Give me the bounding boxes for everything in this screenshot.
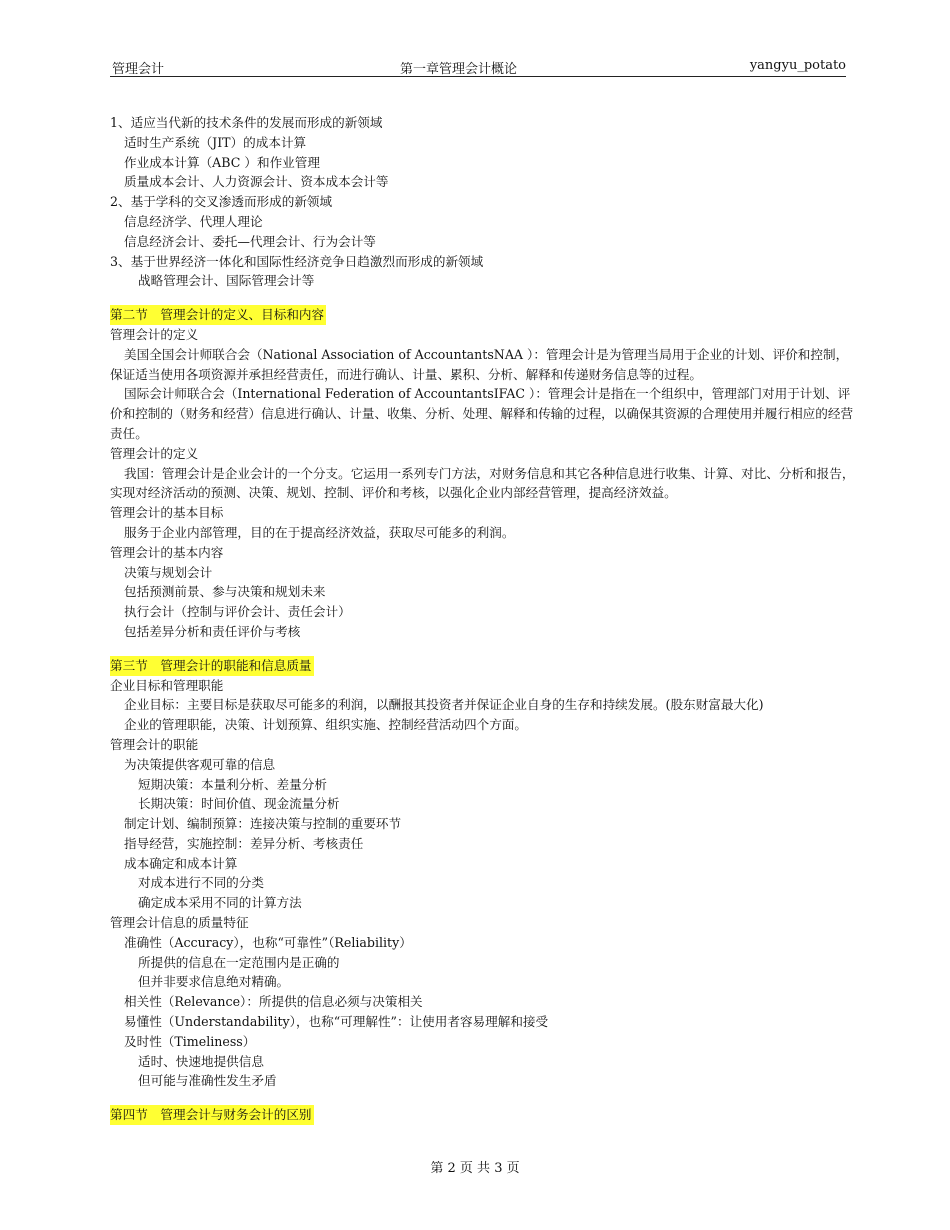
list-item: 确定成本采用不同的计算方法 <box>138 895 302 911</box>
header-right: yangyu_potato <box>749 58 846 73</box>
list-item: 包括差异分析和责任评价与考核 <box>124 623 301 639</box>
list-item: 但并非要求信息绝对精确。 <box>138 974 290 990</box>
list-item: 作业成本计算（ABC ）和作业管理 <box>124 154 320 170</box>
page-footer: 第 2 页 共 3 页 <box>430 1161 520 1176</box>
list-item: 适时生产系统（JIT）的成本计算 <box>124 134 307 150</box>
subheading: 管理会计的基本内容 <box>110 544 224 560</box>
header-center: 第一章管理会计概论 <box>400 62 518 77</box>
subheading: 管理会计的职能 <box>110 736 199 752</box>
paragraph: 国际会计师联合会（International Federation of AccountantsIFAC ）：管理会计是指在一个组织中，管理部门对用于计划、评价和控制的（财务和经营）信息进行确认、计量、收集、分析、处理、解释和传输的过程，以确保其资源的合理使用并履行相应的经营责任。 <box>110 386 854 441</box>
list-item: 执行会计（控制与评价会计、责任会计） <box>124 604 351 620</box>
subheading: 管理会计的基本目标 <box>110 505 224 521</box>
list-item: 服务于企业内部管理，目的在于提高经济效益，获取尽可能多的利润。 <box>124 524 515 540</box>
list-item: 制定计划、编制预算：连接决策与控制的重要环节 <box>124 816 402 832</box>
header-left: 管理会计 <box>112 62 165 77</box>
list-item: 1、适应当代新的技术条件的发展而形成的新领域 <box>110 115 383 130</box>
document-body <box>110 113 855 1125</box>
list-item: 企业目标：主要目标是获取尽可能多的利润，以酬报其投资者并保证企业自身的生存和持续发展。(股东财富最大化) <box>124 697 764 713</box>
list-item: 长期决策：时间价值、现金流量分析 <box>138 796 340 812</box>
list-item: 2、基于学科的交叉渗透而形成的新领域 <box>110 194 333 210</box>
list-item: 相关性（Relevance）：所提供的信息必须与决策相关 <box>124 994 423 1010</box>
list-item: 及时性（Timeliness） <box>124 1033 256 1049</box>
section-heading: 第三节 管理会计的职能和信息质量 <box>110 656 314 676</box>
list-item: 战略管理会计、国际管理会计等 <box>138 273 315 289</box>
list-item: 易懂性（Understandability），也称“可理解性”：让使用者容易理解和接受 <box>124 1014 549 1030</box>
list-item: 3、基于世界经济一体化和国际性经济竞争日趋激烈而形成的新领域 <box>110 253 484 269</box>
list-item: 但可能与准确性发生矛盾 <box>138 1073 277 1089</box>
subheading: 管理会计的定义 <box>110 326 199 342</box>
list-item: 适时、快速地提供信息 <box>138 1053 264 1069</box>
list-item: 为决策提供客观可靠的信息 <box>124 756 276 772</box>
section-heading: 第四节 管理会计与财务会计的区别 <box>110 1105 314 1125</box>
subheading: 管理会计的定义 <box>110 445 199 461</box>
list-item: 所提供的信息在一定范围内是正确的 <box>138 954 340 970</box>
paragraph: 我国：管理会计是企业会计的一个分支。它运用一系列专门方法，对财务信息和其它各种信息进行收集、计算、对比、分析和报告，实现对经济活动的预测、决策、规划、控制、评价和考核，以强化企业内部经营管理，提高经济效益。 <box>110 465 855 501</box>
list-item: 信息经济会计、委托—代理会计、行为会计等 <box>124 233 376 249</box>
list-item: 短期决策：本量利分析、差量分析 <box>138 776 327 792</box>
subheading: 企业目标和管理职能 <box>110 677 224 693</box>
list-item: 决策与规划会计 <box>124 564 213 580</box>
list-item: 指导经营，实施控制：差异分析、考核责任 <box>124 835 364 851</box>
list-item: 成本确定和成本计算 <box>124 855 238 871</box>
list-item: 质量成本会计、人力资源会计、资本成本会计等 <box>124 174 389 190</box>
list-item: 准确性（Accuracy），也称“可靠性”（Reliability） <box>124 934 412 950</box>
paragraph: 美国全国会计师联合会（National Association of AccountantsNAA ）：管理会计是为管理当局用于企业的计划、评价和控制，保证适当使用各项资源并承担经营责任，而进行确认、计量、累积、分析、解释和传递财务信息等的过程。 <box>110 346 849 382</box>
list-item: 对成本进行不同的分类 <box>138 875 264 891</box>
subheading: 管理会计信息的质量特征 <box>110 915 249 931</box>
list-item: 包括预测前景、参与决策和规划未来 <box>124 584 326 600</box>
list-item: 信息经济学、代理人理论 <box>124 213 263 229</box>
list-item: 企业的管理职能，决策、计划预算、组织实施、控制经营活动四个方面。 <box>124 717 527 733</box>
page-header <box>110 58 846 77</box>
section-heading: 第二节 管理会计的定义、目标和内容 <box>110 305 326 325</box>
